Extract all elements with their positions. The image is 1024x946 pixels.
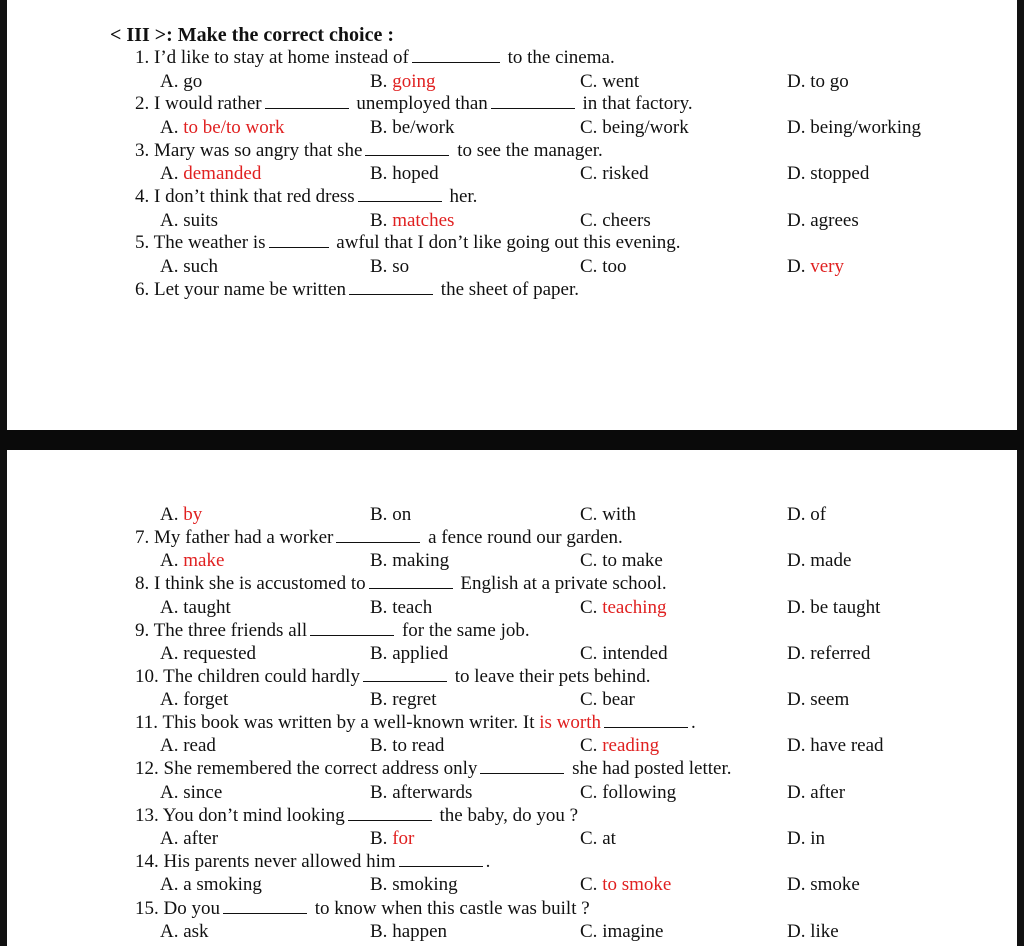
q9-option-b: B. applied [370,643,449,664]
answer-blank [399,851,483,867]
question-text: . [690,712,696,733]
question-9 [135,620,530,642]
q6-option-b: B. on [370,504,412,525]
question-text: My father had a worker [154,527,334,548]
q5-option-c: C. too [580,256,627,277]
q11-option-c: C. reading [580,735,660,756]
q12-option-b: B. afterwards [370,782,473,803]
question-text: unemployed than [356,93,488,114]
q12-option-a: A. since [160,782,223,803]
q14-option-d: D. smoke [787,874,860,895]
q6-option-c: C. with [580,504,636,525]
question-text: Mary was so angry that she [154,140,363,161]
q6-option-a: A. by [160,504,203,525]
question-number: 9. [135,620,150,641]
q11-option-b: B. to read [370,735,445,756]
answer-blank [265,93,349,109]
q3-option-a: A. demanded [160,163,262,184]
q4-option-c: C. cheers [580,210,651,231]
question-number: 10. [135,666,159,687]
question-text: I don’t think that red dress [154,186,355,207]
question-text: Let your name be written [154,279,347,300]
q9-option-a: A. requested [160,643,257,664]
answer-blank [269,232,329,248]
q4-option-a: A. suits [160,210,219,231]
question-text: I think she is accustomed to [154,573,366,594]
q8-option-b: B. teach [370,597,433,618]
question-number: 5. [135,232,150,253]
q9-option-c: C. intended [580,643,668,664]
question-number: 1. [135,47,150,68]
question-number: 11. [135,712,159,733]
q2-option-a: A. to be/to work [160,117,285,138]
question-number: 8. [135,573,150,594]
question-text: to see the manager. [457,140,603,161]
q7-option-a: A. make [160,550,225,571]
q4-option-d: D. agrees [787,210,859,231]
q13-option-c: C. at [580,828,616,849]
q15-option-b: B. happen [370,921,448,942]
question-text: English at a private school. [460,573,667,594]
question-text: to leave their pets behind. [454,666,651,687]
question-text: for the same job. [401,620,530,641]
question-7 [135,527,623,549]
q1-option-b: B. going [370,71,436,92]
answer-blank [223,898,307,914]
question-10 [135,666,650,688]
answer-blank [349,279,433,295]
q2-option-b: B. be/work [370,117,455,138]
question-8 [135,573,667,595]
question-15 [135,898,590,920]
answer-blank [358,186,442,202]
question-number: 14. [135,851,159,872]
q3-option-b: B. hoped [370,163,439,184]
q5-option-a: A. such [160,256,219,277]
q12-option-d: D. after [787,782,846,803]
question-text: You don’t mind looking [162,805,345,826]
q10-option-a: A. forget [160,689,229,710]
answer-blank [369,573,453,589]
question-2 [135,93,693,115]
question-text: . [485,851,491,872]
q14-option-c: C. to smoke [580,874,672,895]
q10-option-b: B. regret [370,689,437,710]
question-text: Do you [163,898,220,919]
page-separator-band [0,430,1024,450]
question-14 [135,851,490,873]
q15-option-d: D. like [787,921,839,942]
q8-option-d: D. be taught [787,597,881,618]
q8-option-c: C. teaching [580,597,667,618]
question-text: His parents never allowed him [163,851,396,872]
answer-blank [365,140,449,156]
answer-blank [480,758,564,774]
question-number: 4. [135,186,150,207]
question-number: 15. [135,898,159,919]
q2-option-d: D. being/working [787,117,922,138]
q11-option-d: D. have read [787,735,884,756]
question-5 [135,232,681,254]
question-number: 13. [135,805,159,826]
q4-option-b: B. matches [370,210,455,231]
q1-option-d: D. to go [787,71,849,92]
q8-option-a: A. taught [160,597,231,618]
answer-blank [336,527,420,543]
question-number: 3. [135,140,150,161]
question-text: in that factory. [582,93,693,114]
q3-option-d: D. stopped [787,163,870,184]
q7-option-b: B. making [370,550,450,571]
q15-option-c: C. imagine [580,921,664,942]
question-text: The weather is [153,232,266,253]
q1-option-a: A. go [160,71,203,92]
q3-option-c: C. risked [580,163,649,184]
question-text: This book was written by a well-known writer. It [162,712,535,733]
question-text: she had posted letter. [572,758,732,779]
question-text: She remembered the correct address only [163,758,478,779]
question-number: 2. [135,93,150,114]
question-6 [135,279,579,301]
question-text: a fence round our garden. [428,527,623,548]
answer-blank [310,620,394,636]
question-text: to the cinema. [507,47,615,68]
question-text: The three friends all [153,620,308,641]
question-text-highlight: is worth [539,712,601,733]
question-3 [135,140,603,162]
q2-option-c: C. being/work [580,117,689,138]
question-text: The children could hardly [163,666,360,687]
question-text: I’d like to stay at home instead of [154,47,409,68]
question-text: the baby, do you ? [439,805,579,826]
question-text: the sheet of paper. [440,279,580,300]
question-4 [135,186,477,208]
answer-blank [604,712,688,728]
question-13 [135,805,578,827]
answer-blank [412,47,500,63]
q15-option-a: A. ask [160,921,209,942]
q12-option-c: C. following [580,782,677,803]
answer-blank [363,666,447,682]
section-heading: < III >: Make the correct choice : [110,24,394,46]
q7-option-c: C. to make [580,550,663,571]
q13-option-d: D. in [787,828,826,849]
question-text: to know when this castle was built ? [314,898,590,919]
q14-option-a: A. a smoking [160,874,262,895]
q10-option-c: C. bear [580,689,635,710]
question-12 [135,758,732,780]
q7-option-d: D. made [787,550,852,571]
answer-blank [491,93,575,109]
q13-option-a: A. after [160,828,219,849]
question-text: I would rather [154,93,262,114]
q5-option-d: D. very [787,256,844,277]
question-1 [135,47,615,69]
answer-blank [348,805,432,821]
q6-option-d: D. of [787,504,827,525]
q11-option-a: A. read [160,735,216,756]
q9-option-d: D. referred [787,643,871,664]
question-text: awful that I don’t like going out this evening. [336,232,681,253]
q10-option-d: D. seem [787,689,850,710]
q1-option-c: C. went [580,71,640,92]
question-number: 12. [135,758,159,779]
question-number: 6. [135,279,150,300]
q5-option-b: B. so [370,256,410,277]
q13-option-b: B. for [370,828,415,849]
q14-option-b: B. smoking [370,874,458,895]
question-text: her. [449,186,478,207]
question-number: 7. [135,527,150,548]
question-11 [135,712,696,734]
